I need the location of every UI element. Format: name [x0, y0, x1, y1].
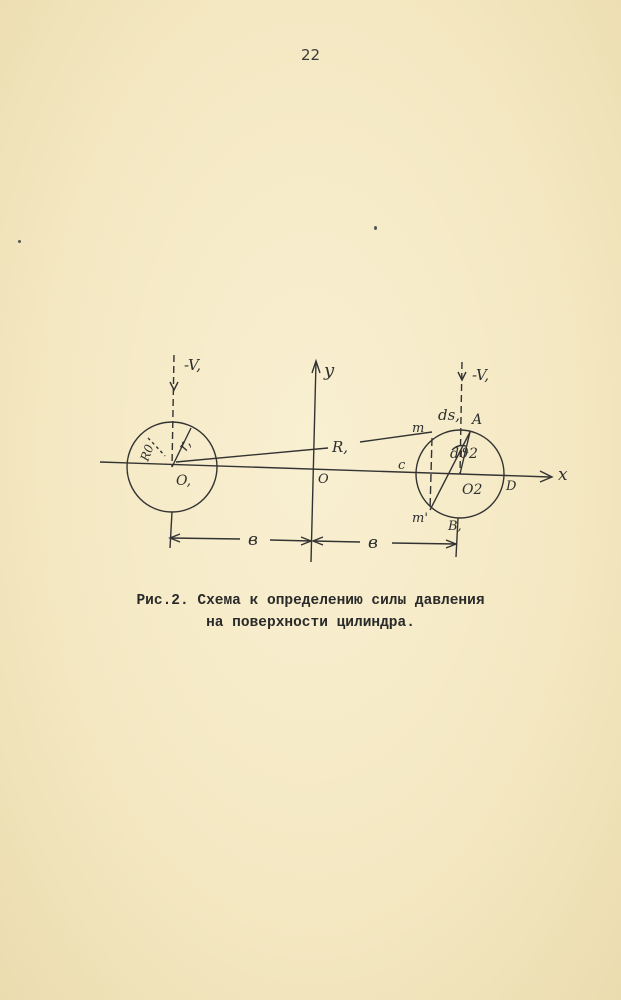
page-number: 22 — [300, 46, 321, 64]
axis-y-label: y — [324, 360, 335, 381]
dim-left-label: в — [248, 530, 258, 550]
r0-label: R0 — [137, 442, 157, 464]
point-a-label: A — [472, 412, 483, 428]
r1-line — [176, 448, 328, 462]
point-b-label: B, — [448, 519, 462, 534]
paper-speck — [374, 226, 377, 230]
point-m-label: m — [412, 421, 425, 436]
dim-right-label: в — [368, 533, 378, 553]
line-m-prime-to-a — [430, 432, 470, 510]
point-d-label: D — [506, 479, 517, 494]
point-c-label: c — [398, 458, 406, 473]
r1-label: R, — [332, 438, 349, 456]
ds-label: ds, — [438, 406, 461, 424]
dim-right-line-b — [392, 543, 456, 544]
y-axis — [311, 362, 316, 562]
theta2-label: dϑ2 — [450, 446, 478, 462]
origin-label: O — [318, 472, 329, 487]
paper-speck — [18, 240, 21, 243]
chord-m-m-prime — [430, 438, 432, 510]
figure-caption — [0, 590, 621, 634]
dim-right-line-a — [313, 541, 360, 542]
axis-x-label: x — [558, 465, 568, 485]
o2-label: O2 — [462, 482, 483, 498]
velocity-left-label: -V, — [184, 356, 201, 374]
left-vertical-extension — [170, 512, 172, 548]
dim-left-line-a — [170, 538, 240, 539]
dim-left-line-b — [270, 540, 311, 541]
velocity-right-label: -V, — [472, 366, 489, 384]
caption-line-1: Рис.2. Схема к определению силы давления — [136, 593, 485, 609]
o1-label: O, — [176, 473, 192, 489]
left-velocity-line — [172, 355, 174, 467]
r-left-label: r, — [173, 436, 195, 454]
caption-line-2: на поверхности цилиндра. — [206, 615, 415, 631]
point-m-prime-label: m' — [412, 511, 428, 526]
